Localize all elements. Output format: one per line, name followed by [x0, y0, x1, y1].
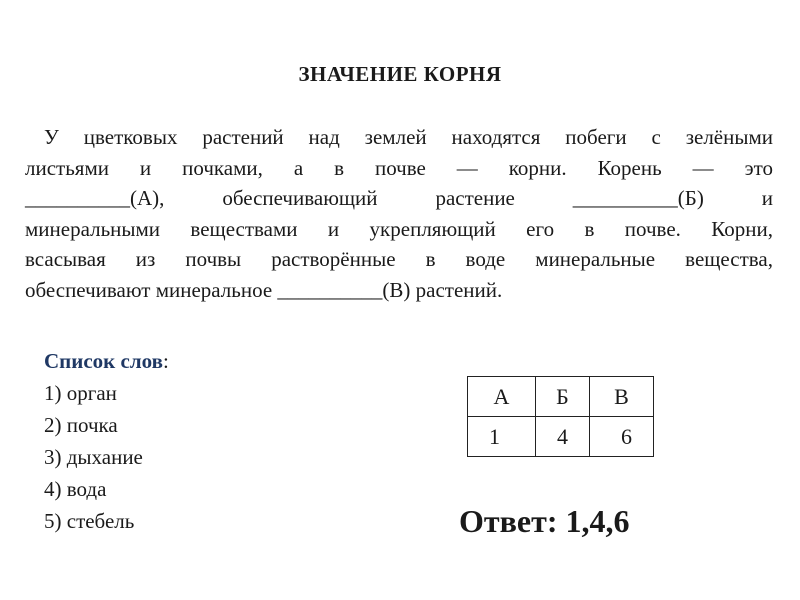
word-list-title-colon: : [162, 349, 169, 373]
final-answer: Ответ: 1,4,6 [459, 503, 630, 539]
answer-table-value: 6 [590, 417, 654, 457]
word-list-item: 3) дыхание [44, 445, 143, 469]
page-title: ЗНАЧЕНИЕ КОРНЯ [298, 62, 502, 86]
answer-table-value: 1 [468, 417, 536, 457]
answer-table-header-row [468, 377, 654, 417]
text-line: __________(А), обеспечивающий растение __________(Б) и [25, 186, 773, 210]
text-line: У цветковых растений над землей находятся побеги с зелёными [44, 125, 773, 149]
answer-table-value: 4 [536, 417, 590, 457]
word-list-item: 2) почка [44, 413, 118, 437]
text-line: обеспечивают минеральное __________(В) растений. [25, 277, 503, 302]
word-list [44, 345, 169, 537]
text-line: листьями и почками, а в почве — корни. Корень — это [25, 155, 773, 180]
answer-table-header: А [468, 377, 536, 417]
answer-table-header: Б [536, 377, 590, 417]
word-list-item: 4) вода [44, 477, 107, 501]
answer-table [467, 376, 654, 457]
word-list-title: Список слов [44, 349, 163, 373]
answer-table-value-row [468, 417, 654, 457]
word-list-item: 1) орган [44, 381, 117, 405]
text-line: минеральными веществами и укрепляющий его в почве. Корни, [25, 216, 773, 241]
text-line: всасывая из почвы растворённые в воде минеральные вещества, [25, 247, 773, 271]
task-paragraph [25, 122, 773, 305]
answer-table-header: В [590, 377, 654, 417]
word-list-item: 5) стебель [44, 509, 135, 533]
word-list-heading [44, 345, 169, 377]
